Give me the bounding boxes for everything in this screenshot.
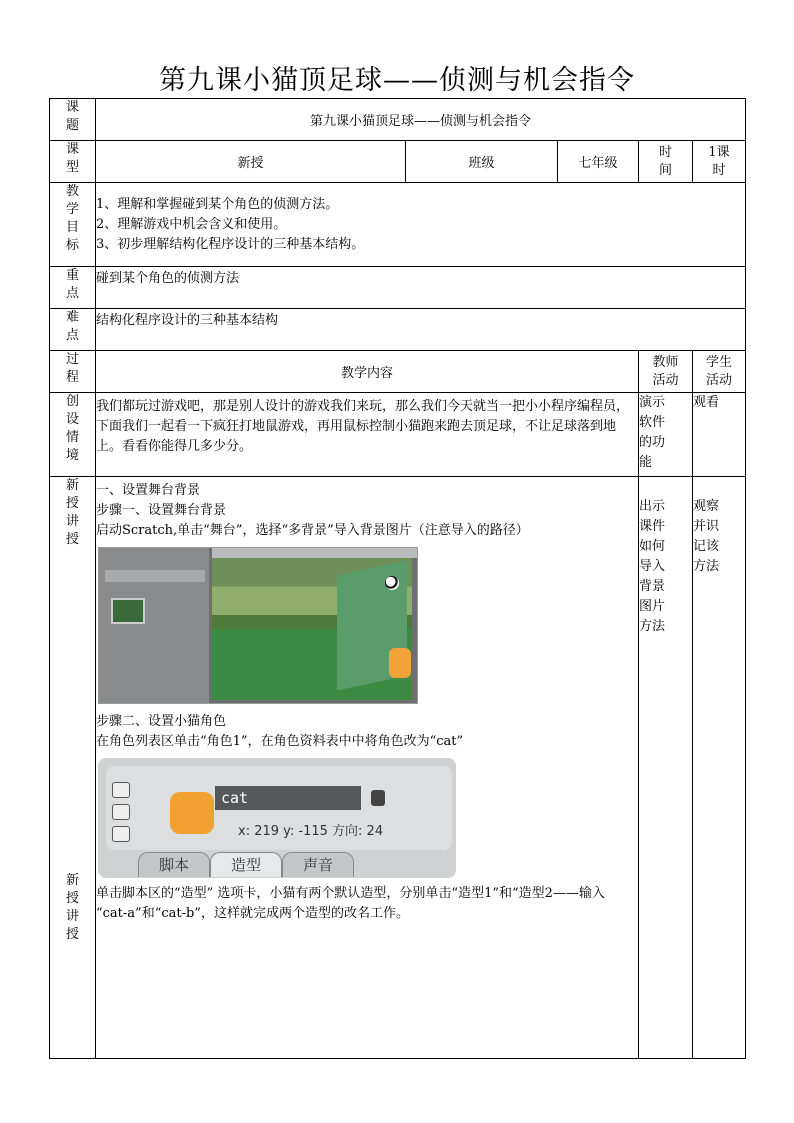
key-point-value: 碰到某个角色的侦测方法 <box>96 267 746 309</box>
document-title: 第九课小猫顶足球——侦测与机会指令 <box>159 65 635 96</box>
goal-item: 2、理解游戏中机会含义和使用。 <box>96 217 287 232</box>
scratch-stage-screenshot <box>98 547 418 704</box>
sprite-info-screenshot <box>98 758 456 878</box>
grade-value: 七年级 <box>558 141 639 183</box>
content-header: 教学内容 <box>96 351 639 393</box>
scenario-content: 我们都玩过游戏吧，那是别人设计的游戏我们来玩，那么我们今天就当一把小小程序编程员，下面我们一起看一下疯狂打地鼠游戏，再用鼠标控制小猫跑来跑去顶足球，不让足球落到地上。看看你能得几多少分。 <box>96 393 639 477</box>
difficulty-value: 结构化程序设计的三种基本结构 <box>96 309 746 351</box>
section-heading: 一、设置舞台背景 <box>96 483 201 498</box>
difficulty-label: 难 点 <box>50 309 96 351</box>
scenario-student-activity: 观看 <box>693 393 746 477</box>
step3-text: 单击脚本区的“造型” 选项卡，小猫有两个默认造型，分别单击“造型1”和“造型2——输入 “cat-a”和“cat-b”，这样就完成两个造型的改名工作。 <box>96 886 605 921</box>
step2-title: 步骤二、设置小猫角色 <box>96 714 227 729</box>
new-lesson-label: 新 授 讲 授 新 授 讲 授 <box>50 477 96 1059</box>
new-lesson-student-activity: 观察 并识 记该 方法 <box>693 477 746 1059</box>
goal-item: 1、理解和掌握碰到某个角色的侦测方法。 <box>96 197 339 212</box>
scenario-teacher-activity: 演示 软件 的功 能 <box>639 393 693 477</box>
background-thumbnail <box>111 598 145 624</box>
cat-sprite-icon <box>389 648 411 678</box>
step1-text: 启动Scratch,单击“舞台”，选择“多背景”导入背景图片（注意导入的路径） <box>96 523 529 538</box>
lesson-title: 第九课小猫顶足球——侦测与机会指令 <box>96 99 746 141</box>
tab-costumes: 造型 <box>210 852 282 877</box>
teacher-activity-header: 教师 活动 <box>639 351 693 393</box>
no-rotate-icon <box>112 826 130 842</box>
key-point-label: 重 点 <box>50 267 96 309</box>
student-activity-header: 学生 活动 <box>693 351 746 393</box>
scenario-label: 创 设 情 境 <box>50 393 96 477</box>
new-lesson-teacher-activity: 出示 课件 如何 导入 背景 图片 方法 <box>639 477 693 1059</box>
flip-mode-icon <box>112 804 130 820</box>
tab-scripts: 脚本 <box>138 852 210 877</box>
new-lesson-label-repeat: 新 授 讲 授 <box>65 873 79 942</box>
sprite-name-field: cat <box>215 786 361 810</box>
goals-label: 教 学 目 标 <box>50 183 96 267</box>
goals-list <box>96 183 746 267</box>
step2-text: 在角色列表区单击“角色1”，在角色资料表中中将角色改为“cat” <box>96 734 464 749</box>
time-label: 时 间 <box>639 141 693 183</box>
type-label: 课 型 <box>50 141 96 183</box>
new-lesson-content <box>96 477 639 1059</box>
rotate-mode-icon <box>112 782 130 798</box>
time-value: 1课 时 <box>693 141 746 183</box>
type-value: 新授 <box>96 141 406 183</box>
stage-topbar <box>212 548 417 558</box>
class-label: 班级 <box>406 141 558 183</box>
sprite-coordinates: x: 219 y: -115 方向: 24 <box>238 824 384 839</box>
lesson-plan-table <box>49 98 746 1059</box>
lesson-label: 课 题 <box>50 99 96 141</box>
soccer-ball-icon <box>385 576 399 590</box>
cat-thumbnail-icon <box>170 792 214 834</box>
lock-icon <box>371 790 385 806</box>
tab-sounds: 声音 <box>282 852 354 877</box>
step1-title: 步骤一、设置舞台背景 <box>96 503 227 518</box>
goal-item: 3、初步理解结构化程序设计的三种基本结构。 <box>96 237 365 252</box>
process-label: 过 程 <box>50 351 96 393</box>
panel-tabs <box>105 570 205 582</box>
